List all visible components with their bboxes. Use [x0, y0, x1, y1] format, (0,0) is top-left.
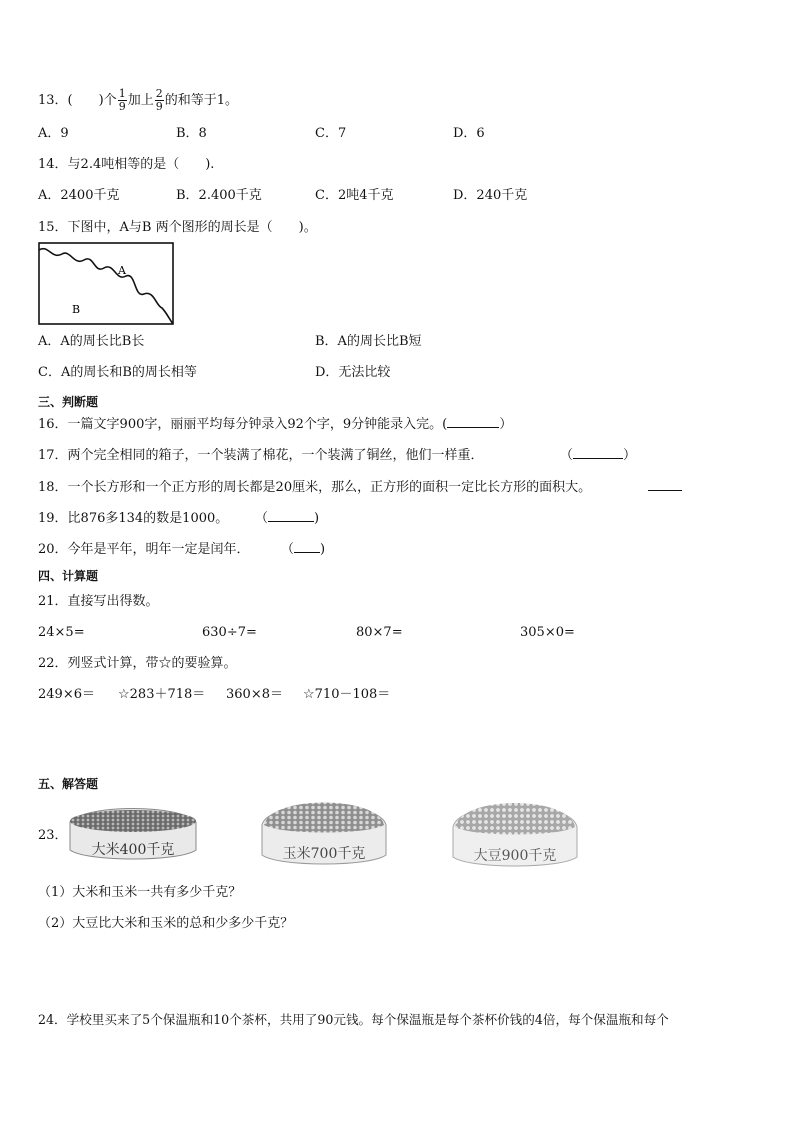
q16-answer-blank[interactable] — [447, 416, 499, 428]
corn-label: 玉米700千克 — [282, 846, 366, 862]
question-15: 15．下图中，A与B 两个图形的周长是（ )。 — [38, 220, 317, 235]
fraction-two-ninths — [155, 88, 164, 113]
frac2-denominator: 9 — [155, 100, 163, 113]
question-20 — [38, 541, 250, 559]
q21-item-4: 305×0= — [520, 625, 575, 640]
q16-text: 16．一篇文字900字，丽丽平均每分钟录入92个字，9分钟能录入完。( — [38, 417, 448, 432]
q15-option-d[interactable]: D．无法比较 — [315, 365, 391, 380]
frac1-numerator: 1 — [118, 87, 126, 100]
q13-prefix: 13．( )个 — [38, 93, 117, 108]
q13-option-b[interactable]: B．8 — [176, 126, 207, 141]
q19-answer-blank[interactable] — [268, 510, 314, 522]
question-18 — [38, 479, 591, 497]
q20-answer — [281, 541, 325, 559]
question-24: 24．学校里买来了5个保温瓶和10个茶杯，共用了90元钱。每个保温瓶是每个茶杯价钱的4倍，每个保温瓶和每个 — [38, 1012, 669, 1027]
q15-option-c[interactable]: C．A的周长和B的周长相等 — [38, 365, 197, 380]
q14-option-c[interactable]: C．2吨4千克 — [315, 188, 394, 203]
fraction-one-ninth — [118, 88, 127, 113]
q17-close-paren: ） — [623, 448, 637, 463]
q20-close-paren: ) — [320, 542, 326, 557]
q20-answer-blank[interactable] — [294, 541, 320, 553]
question-19 — [38, 510, 228, 528]
wavy-divider-line — [39, 249, 173, 324]
section-3-heading: 三、判断题 — [38, 395, 99, 409]
question-13 — [38, 88, 238, 113]
q14-option-b[interactable]: B．2.400千克 — [176, 188, 262, 203]
q18-answer — [648, 479, 682, 497]
rice-label: 大米400千克 — [91, 842, 175, 858]
frac2-numerator: 2 — [155, 87, 163, 100]
question-16 — [38, 416, 512, 434]
frac1-denominator: 9 — [118, 100, 126, 113]
q16-close-paren: ） — [499, 417, 513, 432]
q20-text: 20．今年是平年，明年一定是闰年． — [38, 542, 250, 557]
q15-option-b[interactable]: B．A的周长比B短 — [315, 334, 422, 349]
q19-close-paren: ) — [314, 511, 320, 526]
question-22: 22．列竖式计算，带☆的要验算。 — [38, 656, 237, 671]
question-23-part-2: （2）大豆比大米和玉米的总和少多少千克？ — [38, 916, 294, 931]
q22-item-3: 360×8＝ — [226, 687, 283, 702]
q17-answer-blank[interactable] — [573, 447, 623, 459]
q13-option-d[interactable]: D．6 — [453, 126, 485, 141]
q20-open-paren: （ — [281, 542, 295, 557]
q21-item-3: 80×7= — [356, 625, 403, 640]
perimeter-figure — [38, 242, 175, 326]
q19-answer — [255, 510, 319, 528]
q19-text: 19．比876多134的数是1000。 — [38, 511, 229, 526]
q22-item-1: 249×6＝ — [38, 687, 95, 702]
q14-option-a[interactable]: A．2400千克 — [38, 188, 120, 203]
q13-mid: 加上 — [127, 93, 154, 108]
q13-option-c[interactable]: C．7 — [315, 126, 347, 141]
q22-item-2: ☆283＋718＝ — [118, 687, 206, 702]
region-b-label: B — [72, 303, 81, 316]
q19-open-paren: （ — [255, 511, 269, 526]
rice-pile-image — [66, 802, 200, 864]
question-17 — [38, 447, 484, 465]
section-4-heading: 四、计算题 — [38, 569, 99, 583]
q14-option-d[interactable]: D．240千克 — [453, 188, 528, 203]
q18-answer-blank[interactable] — [648, 479, 682, 491]
q17-open-paren: （ — [560, 448, 574, 463]
question-23-number: 23． — [38, 828, 68, 843]
q13-option-a[interactable]: A．9 — [38, 126, 69, 141]
q22-item-4: ☆710－108＝ — [303, 687, 391, 702]
section-5-heading: 五、解答题 — [38, 777, 99, 791]
region-a-label: A — [118, 264, 126, 277]
question-21: 21．直接写出得数。 — [38, 594, 159, 609]
q17-answer — [560, 447, 636, 465]
q13-suffix: 的和等于1。 — [164, 93, 238, 108]
q21-item-1: 24×5= — [38, 625, 85, 640]
soybean-label: 大豆900千克 — [473, 848, 557, 864]
corn-pile-image — [256, 795, 392, 867]
q17-text: 17．两个完全相同的箱子，一个装满了棉花，一个装满了铜丝，他们一样重． — [38, 448, 484, 463]
q18-text: 18．一个长方形和一个正方形的周长都是20厘米，那么，正方形的面积一定比长方形的面积大。 — [38, 480, 592, 495]
question-14: 14．与2.4吨相等的是（ ). — [38, 157, 215, 172]
soybean-pile-image — [447, 795, 583, 869]
q21-item-2: 630÷7= — [202, 625, 257, 640]
q15-option-a[interactable]: A．A的周长比B长 — [38, 334, 145, 349]
question-23-part-1: （1）大米和玉米一共有多少千克？ — [38, 885, 242, 900]
